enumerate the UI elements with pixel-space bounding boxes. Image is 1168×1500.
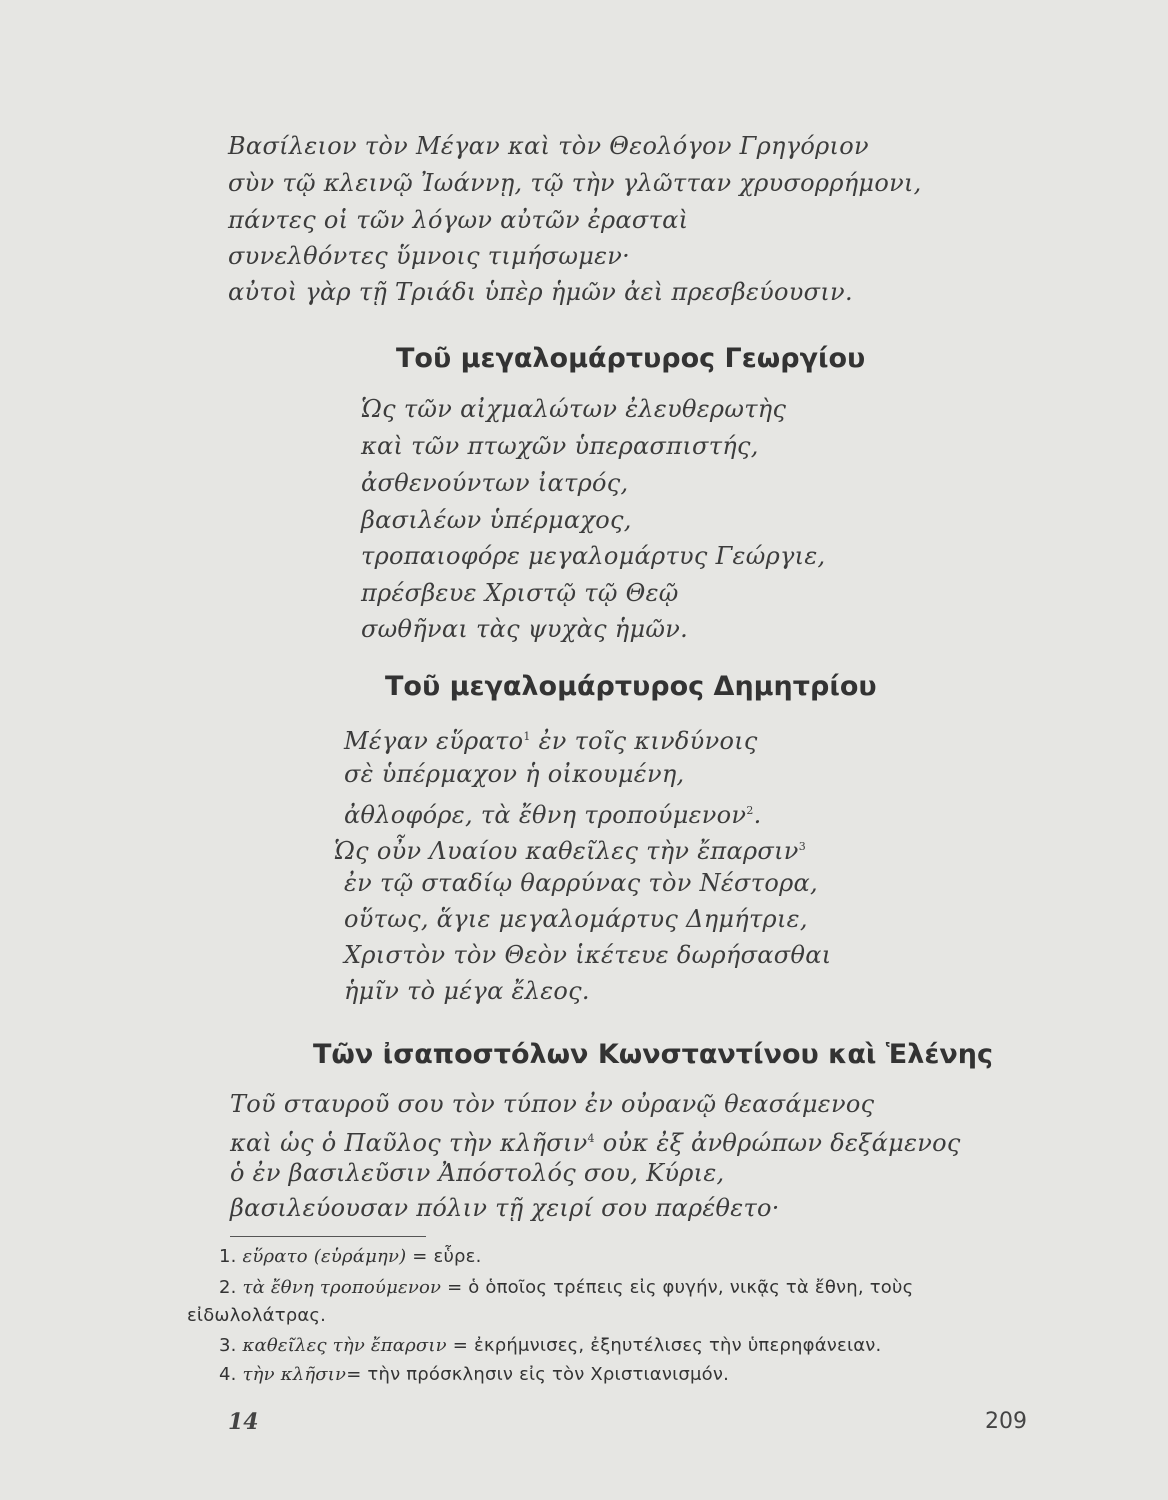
verse-line: καὶ ὡς ὁ Παῦλος τὴν κλῆσιν$^4$ οὐκ ἐξ ἀνθρώπων δεξάμενος: [230, 1129, 961, 1157]
verse-line: ἡμῖν τὸ μέγα ἔλεος.: [344, 977, 590, 1005]
verse-line: συνελθόντες ὕμνοις τιμήσωμεν·: [228, 242, 631, 270]
footnote-divider: [230, 1236, 426, 1237]
section-heading-george: Τοῦ μεγαλομάρτυρος Γεωργίου: [396, 343, 866, 374]
footnote: 4. τὴν κλῆσιν= τὴν πρόσκλησιν εἰς τὸν Χριστιανισμόν.: [219, 1364, 730, 1385]
verse-line: Χριστὸν τὸν Θεὸν ἱκέτευε δωρήσασθαι: [344, 941, 832, 969]
signature-mark: 14: [228, 1409, 259, 1435]
verse-line: σὲ ὑπέρμαχον ἡ οἰκουμένη,: [344, 760, 685, 788]
verse-line: Τοῦ σταυροῦ σου τὸν τύπον ἐν οὐρανῷ θεασάμενος: [230, 1090, 875, 1118]
page-number: 209: [985, 1409, 1027, 1434]
verse-line: Μέγαν εὕρατο$^1$ ἐν τοῖς κινδύνοις: [344, 727, 758, 755]
verse-line: πάντες οἱ τῶν λόγων αὐτῶν ἐρασταὶ: [228, 206, 689, 234]
verse-line: Ὡς τῶν αἰχμαλώτων ἐλευθερωτὴς: [361, 395, 787, 423]
verse-line: ἐν τῷ σταδίῳ θαρρύνας τὸν Νέστορα,: [344, 869, 818, 897]
verse-line: βασιλεύουσαν πόλιν τῇ χειρί σου παρέθετο·: [230, 1194, 780, 1222]
verse-line: ὁ ἐν βασιλεῦσιν Ἀπόστολός σου, Κύριε,: [230, 1159, 725, 1187]
verse-line: ἀθλοφόρε, τὰ ἔθνη τροπούμενον$^2$.: [344, 801, 762, 829]
footnote: 1. εὕρατο (εὑράμην) = εὗρε.: [219, 1246, 482, 1267]
footnote-continuation: εἰδωλολάτρας.: [187, 1305, 327, 1326]
section-heading-constantine: Τῶν ἰσαποστόλων Κωνσταντίνου καὶ Ἑλένης: [313, 1039, 993, 1070]
verse-line: σὺν τῷ κλεινῷ Ἰωάννῃ, τῷ τὴν γλῶτταν χρυσορρήμονι,: [228, 169, 922, 197]
verse-line: πρέσβευε Χριστῷ τῷ Θεῷ: [361, 579, 679, 607]
verse-line: βασιλέων ὑπέρμαχος,: [361, 506, 632, 534]
verse-line: ἀσθενούντων ἰατρός,: [361, 469, 629, 497]
verse-line: τροπαιοφόρε μεγαλομάρτυς Γεώργιε,: [361, 542, 826, 570]
verse-line: καὶ τῶν πτωχῶν ὑπερασπιστής,: [361, 432, 759, 460]
section-heading-demetrius: Τοῦ μεγαλομάρτυρος Δημητρίου: [385, 671, 877, 702]
verse-line: σωθῆναι τὰς ψυχὰς ἡμῶν.: [361, 615, 689, 643]
footnote: 3. καθεῖλες τὴν ἔπαρσιν = ἐκρήμνισες, ἐξηυτέλισες τὴν ὑπερηφάνειαν.: [219, 1335, 882, 1356]
footnote: 2. τὰ ἔθνη τροπούμενον = ὁ ὁποῖος τρέπεις εἰς φυγήν, νικᾷς τὰ ἔθνη, τοὺς: [219, 1277, 914, 1298]
verse-line: αὐτοὶ γὰρ τῇ Τριάδι ὑπὲρ ἡμῶν ἀεὶ πρεσβεύουσιν.: [228, 278, 853, 306]
footnote-ref: 1: [523, 730, 531, 743]
verse-line: Ὡς οὖν Λυαίου καθεῖλες τὴν ἔπαρσιν$^3$: [334, 837, 807, 865]
footnote-ref: 2: [746, 804, 754, 817]
verse-line: Βασίλειον τὸν Μέγαν καὶ τὸν Θεολόγον Γρηγόριον: [228, 132, 869, 160]
verse-line: οὕτως, ἅγιε μεγαλομάρτυς Δημήτριε,: [344, 905, 808, 933]
footnote-ref: 4: [587, 1132, 595, 1145]
footnote-ref: 3: [798, 840, 807, 853]
